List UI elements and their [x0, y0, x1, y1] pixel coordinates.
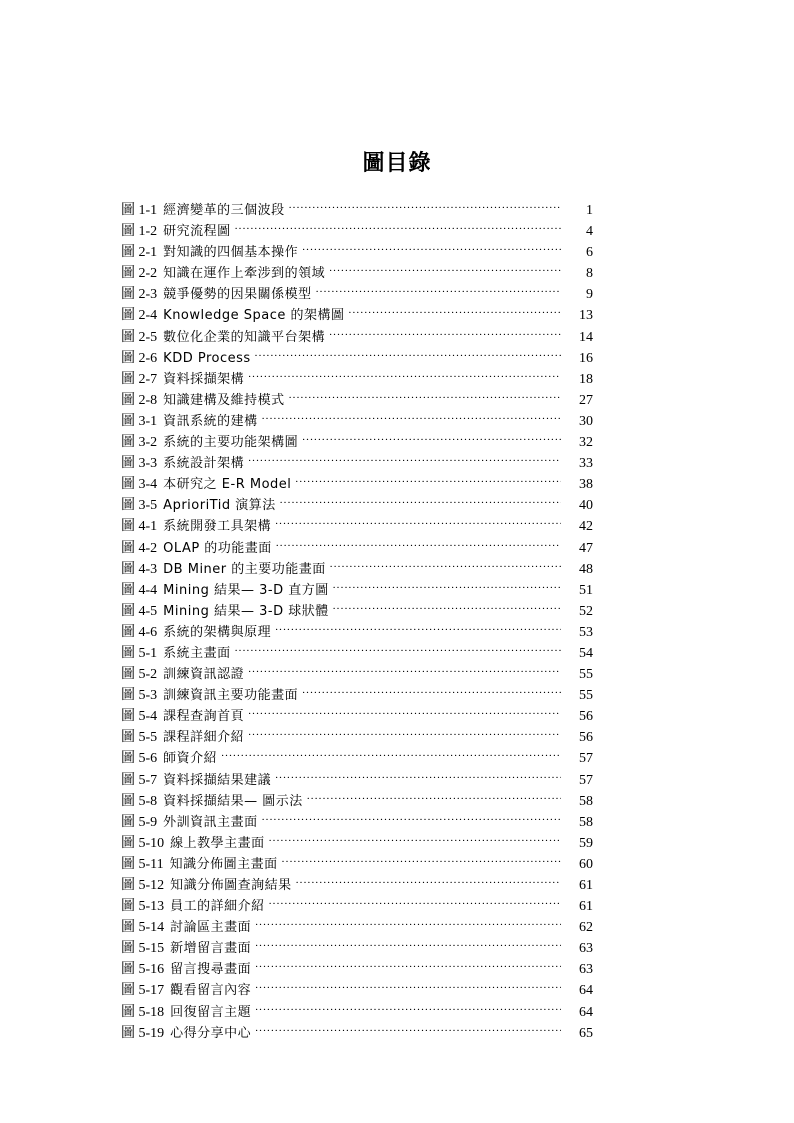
dot-leader [248, 720, 561, 741]
figure-number: 圖 5-4 [121, 709, 158, 725]
page-number: 57 [579, 772, 593, 788]
dot-leader [248, 362, 561, 383]
dot-leader [275, 615, 561, 636]
page-number: 51 [579, 582, 593, 598]
figure-number: 圖 5-11 [121, 856, 164, 872]
page-number: 4 [586, 224, 593, 240]
page-number: 40 [579, 498, 593, 514]
figure-number: 圖 5-15 [121, 941, 165, 957]
figure-number: 圖 4-6 [121, 624, 158, 640]
figure-title: 外訓資訊主畫面 [163, 814, 258, 830]
page-number: 18 [579, 371, 593, 387]
figure-number: 圖 3-1 [121, 413, 158, 429]
page-number: 8 [586, 266, 593, 282]
figure-title: OLAP 的功能畫面 [163, 540, 272, 556]
figure-title: 經濟變革的三個波段 [163, 203, 285, 218]
figure-number: 圖 5-13 [121, 899, 165, 915]
figure-title: 競爭優勢的因果關係模型 [163, 287, 312, 303]
page-number: 42 [579, 519, 593, 535]
figure-title: 知識建構及維持模式 [163, 392, 285, 408]
page-number: 47 [579, 540, 593, 556]
figure-title: 研究流程圖 [163, 224, 231, 240]
figure-number: 圖 2-6 [121, 350, 158, 366]
figure-number: 圖 5-16 [121, 962, 165, 978]
figure-number: 圖 5-10 [121, 835, 165, 851]
page-number: 33 [579, 456, 593, 472]
figure-number: 圖 2-2 [121, 266, 158, 282]
page-number: 58 [579, 814, 593, 830]
toc-entry [121, 193, 599, 218]
figure-title: 觀看留言內容 [170, 983, 252, 999]
figure-number: 圖 3-5 [121, 498, 158, 514]
page-number: 52 [579, 603, 593, 619]
dot-leader [329, 320, 561, 341]
dot-leader [248, 657, 561, 678]
page-number: 61 [579, 878, 593, 893]
page-number: 64 [579, 983, 593, 999]
dot-leader [255, 952, 561, 973]
page-number: 63 [579, 962, 593, 978]
figure-title: 回復留言主題 [170, 1004, 252, 1020]
figure-number: 圖 1-2 [121, 224, 158, 240]
page-number: 59 [579, 835, 593, 851]
figure-number: 圖 2-5 [121, 329, 158, 345]
dot-leader [289, 193, 561, 214]
dot-leader [333, 573, 561, 594]
page-number: 9 [586, 287, 593, 303]
figure-title: 員工的詳細介紹 [170, 899, 265, 915]
dot-leader [333, 594, 561, 615]
dot-leader [269, 826, 561, 847]
figure-title: 系統的主要功能架構圖 [163, 435, 299, 451]
figure-title: Mining 結果— 3-D 球狀體 [163, 603, 329, 619]
figure-number: 圖 2-7 [121, 371, 158, 387]
figure-number: 圖 4-4 [121, 582, 158, 598]
figure-title: 心得分享中心 [170, 1025, 252, 1041]
dot-leader [248, 699, 561, 720]
page-number: 6 [586, 245, 593, 261]
figure-title: 本研究之 E-R Model [163, 477, 292, 493]
figure-title: 數位化企業的知識平台架構 [163, 329, 326, 345]
figure-title: Knowledge Space 的架構圖 [163, 308, 345, 324]
figure-number: 圖 2-1 [121, 245, 158, 261]
dot-leader [302, 235, 561, 256]
page-title: 圖目錄 [362, 151, 432, 176]
figure-title: KDD Process [163, 350, 251, 366]
figure-title: 資料採擷架構 [163, 371, 245, 387]
figure-number: 圖 3-4 [121, 477, 158, 493]
figure-number: 圖 5-9 [121, 814, 158, 830]
figure-title: 師資介紹 [163, 751, 218, 767]
dot-leader [307, 784, 561, 805]
figure-title: 對知識的四個基本操作 [163, 245, 299, 261]
page-number: 27 [579, 392, 593, 408]
figure-title: Mining 結果— 3-D 直方圖 [163, 582, 329, 598]
figure-number: 圖 5-17 [121, 983, 165, 999]
dot-leader [235, 214, 561, 235]
figure-title: 系統的架構與原理 [163, 624, 272, 640]
page-number: 53 [579, 624, 593, 640]
figure-number: 圖 5-19 [121, 1025, 165, 1041]
figure-number: 圖 4-5 [121, 603, 158, 619]
list-of-figures [121, 193, 599, 1041]
dot-leader [316, 277, 561, 298]
dot-leader [296, 868, 561, 889]
figure-number: 圖 4-3 [121, 561, 158, 577]
figure-number: 圖 5-8 [121, 793, 158, 809]
dot-leader [275, 509, 561, 530]
page-number: 61 [579, 899, 593, 915]
figure-title: 資料採擷結果— 圖示法 [163, 793, 303, 809]
page-number: 48 [579, 561, 593, 577]
figure-title: 系統設計架構 [163, 456, 245, 472]
dot-leader [275, 763, 561, 784]
figure-title: 知識分佈圖主畫面 [169, 856, 278, 872]
dot-leader [255, 341, 561, 362]
page-number: 1 [586, 203, 593, 218]
dot-leader [329, 256, 561, 277]
dot-leader [255, 973, 561, 994]
dot-leader [248, 446, 561, 467]
figure-title: 訓練資訊認證 [163, 667, 245, 683]
figure-number: 圖 5-18 [121, 1004, 165, 1020]
figure-title: 討論區主畫面 [170, 920, 252, 936]
figure-title: 線上教學主畫面 [170, 835, 265, 851]
page-number: 56 [579, 709, 593, 725]
figure-title: 新增留言畫面 [170, 941, 252, 957]
figure-number: 圖 2-3 [121, 287, 158, 303]
figure-title: 課程查詢首頁 [163, 709, 245, 725]
figure-number: 圖 4-1 [121, 519, 158, 535]
figure-number: 圖 5-3 [121, 688, 158, 704]
dot-leader [255, 910, 561, 931]
figure-title: DB Miner 的主要功能畫面 [163, 561, 326, 577]
page-number: 54 [579, 645, 593, 661]
figure-number: 圖 5-14 [121, 920, 165, 936]
dot-leader [349, 298, 561, 319]
figure-title: AprioriTid 演算法 [163, 498, 276, 514]
dot-leader [262, 404, 561, 425]
page-number: 55 [579, 667, 593, 683]
dot-leader [295, 467, 561, 488]
page-number: 30 [579, 413, 593, 429]
figure-title: 資料採擷結果建議 [163, 772, 272, 788]
page-number: 58 [579, 793, 593, 809]
dot-leader [269, 889, 561, 910]
dot-leader [280, 488, 561, 509]
figure-title: 知識在運作上牽涉到的領域 [163, 266, 326, 282]
page-number: 55 [579, 688, 593, 704]
figure-title: 系統開發工具架構 [163, 519, 272, 535]
figure-number: 圖 3-3 [121, 456, 158, 472]
figure-title: 訓練資訊主要功能畫面 [163, 688, 299, 704]
figure-title: 留言搜尋畫面 [170, 962, 252, 978]
figure-number: 圖 4-2 [121, 540, 158, 556]
page-number: 14 [579, 329, 593, 345]
figure-number: 圖 5-12 [121, 878, 165, 893]
page-number: 64 [579, 1004, 593, 1020]
dot-leader [302, 678, 561, 699]
figure-number: 圖 5-7 [121, 772, 158, 788]
figure-title: 課程詳細介紹 [163, 730, 245, 746]
page-number: 16 [579, 350, 593, 366]
page-number: 65 [579, 1025, 593, 1041]
dot-leader [289, 383, 561, 404]
dot-leader [262, 805, 561, 826]
dot-leader [221, 741, 561, 762]
figure-number: 圖 5-6 [121, 751, 158, 767]
dot-leader [235, 636, 561, 657]
figure-number: 圖 5-5 [121, 730, 158, 746]
dot-leader [330, 552, 561, 573]
figure-title: 資訊系統的建構 [163, 413, 258, 429]
dot-leader [255, 931, 561, 952]
figure-title: 系統主畫面 [163, 645, 231, 661]
figure-number: 圖 5-1 [121, 645, 158, 661]
dot-leader [255, 1016, 561, 1037]
page-number: 56 [579, 730, 593, 746]
figure-title: 知識分佈圖查詢結果 [170, 878, 292, 893]
figure-number: 圖 3-2 [121, 435, 158, 451]
page-number: 13 [579, 308, 593, 324]
dot-leader [255, 995, 561, 1016]
figure-number: 圖 1-1 [121, 203, 158, 218]
figure-number: 圖 5-2 [121, 667, 158, 683]
page-number: 63 [579, 941, 593, 957]
figure-number: 圖 2-4 [121, 308, 158, 324]
page-number: 60 [579, 856, 593, 872]
page-number: 62 [579, 920, 593, 936]
page-number: 38 [579, 477, 593, 493]
dot-leader [276, 531, 561, 552]
dot-leader [302, 425, 561, 446]
page-number: 57 [579, 751, 593, 767]
dot-leader [282, 847, 561, 868]
figure-number: 圖 2-8 [121, 392, 158, 408]
page-number: 32 [579, 435, 593, 451]
